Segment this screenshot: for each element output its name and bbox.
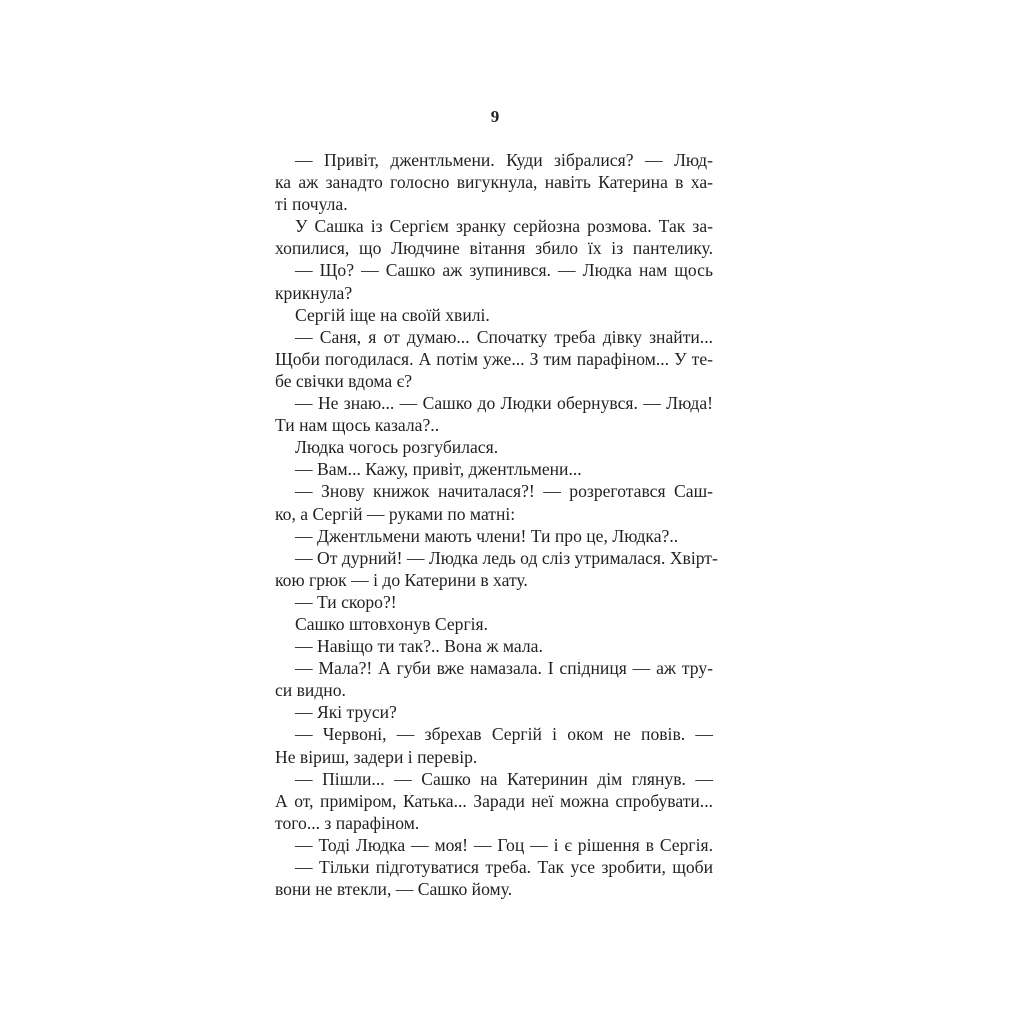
text-line: Ти нам щось казала?.. — [275, 415, 440, 436]
text-line: крикнула? — [275, 282, 353, 303]
text-line: — Вам... Кажу, привіт, джентльмени... — [295, 459, 582, 480]
text-line: А от, приміром, Катька... Заради неї можна спробувати... — [275, 790, 713, 811]
text-line: — Ти скоро?! — [295, 591, 397, 612]
body-text — [275, 149, 718, 900]
text-line: — Які труси? — [295, 702, 397, 723]
text-line: хопилися, що Людчине вітання збило їх із пантелику. — [275, 238, 713, 259]
text-line: вони не втекли, — Сашко йому. — [275, 879, 513, 900]
text-line: того... з парафіном. — [275, 812, 420, 833]
text-line: — Що? — Сашко аж зупинився. — Людка нам щось — [295, 260, 713, 281]
text-line: У Сашка із Сергієм зранку серйозна розмова. Так за- — [295, 216, 713, 237]
text-line: — Привіт, джентльмени. Куди зібралися? — Люд- — [295, 150, 713, 170]
text-line: — Червоні, — збрехав Сергій і оком не повів. — — [295, 724, 713, 745]
text-line: ка аж занадто голосно вигукнула, навіть Катерина в ха- — [275, 172, 713, 193]
text-line: — Не знаю... — Сашко до Людки обернувся. — Люда! — [295, 393, 713, 414]
text-line: — Саня, я от думаю... Спочатку треба дівку знайти... — [295, 326, 713, 347]
text-line: Людка чогось розгубилася. — [295, 437, 499, 458]
text-line: — Навіщо ти так?.. Вона ж мала. — [295, 636, 543, 657]
text-line: — Мала?! А губи вже намазала. І спідниця — аж тру- — [295, 658, 713, 679]
text-line: — Знову книжок начиталася?! — розреготався Саш- — [295, 481, 713, 502]
text-line: — Джентльмени мають члени! Ти про це, Людка?.. — [295, 525, 679, 546]
text-line: кою грюк — і до Катерини в хату. — [275, 569, 528, 590]
text-line: Щоби погодилася. А потім уже... З тим парафіном... У те- — [275, 348, 713, 369]
text-line: си видно. — [275, 680, 346, 701]
text-line: — Тоді Людка — моя! — Гоц — і є рішення в Сергія. — [295, 834, 713, 855]
text-line: — От дурний! — Людка ледь од сліз утрималася. Хвірт- — [295, 547, 718, 568]
text-line: ко, а Сергій — руками по матні: — [275, 503, 516, 524]
text-line: — Пішли... — Сашко на Катеринин дім глянув. — — [295, 768, 713, 789]
text-line: бе свічки вдома є? — [275, 370, 413, 391]
text-line: Не віриш, задери і перевір. — [275, 746, 478, 767]
chapter-number: 9 — [490, 107, 500, 126]
text-line: ті почула. — [275, 194, 348, 215]
text-line: Сергій іще на своїй хвилі. — [295, 304, 490, 325]
text-line: Сашко штовхонув Сергія. — [295, 613, 489, 634]
text-line: — Тільки підготуватися треба. Так усе зробити, щоби — [295, 857, 713, 877]
